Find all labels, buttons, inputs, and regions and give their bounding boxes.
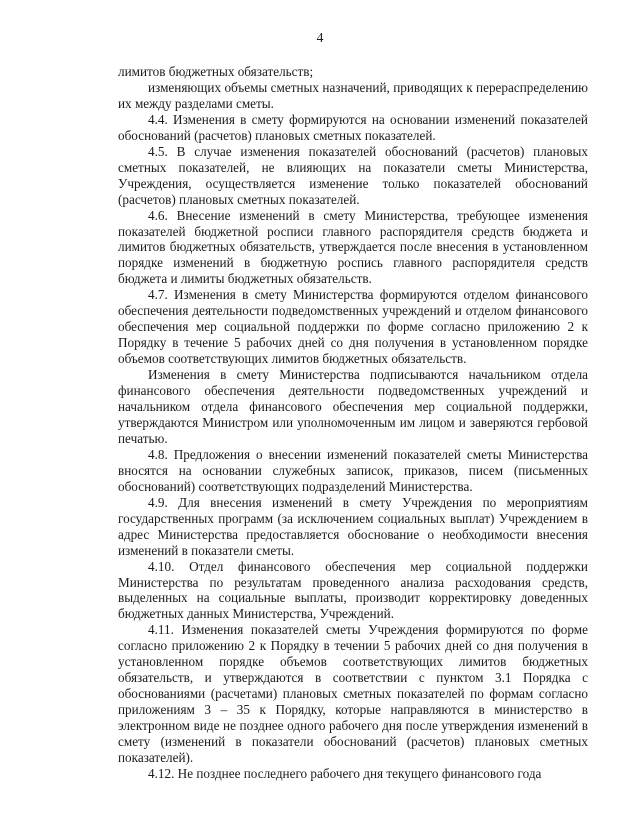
paragraph-4-8: 4.8. Предложения о внесении изменений показателей сметы Министерства вносятся на основании служебных записок, приказов, писем (письменных обоснований) соответствующих подразделений Министерства. xyxy=(118,446,588,494)
paragraph-4-7-signing: Изменения в смету Министерства подписываются начальником отдела финансового обеспечения деятельности подведомственных учреждений и начальником отдела финансового обеспечения мер социальной поддержки, утверждаются Министром или уполномоченным им лицом и заверяются гербовой печатью. xyxy=(118,367,588,446)
paragraph-4-7: 4.7. Изменения в смету Министерства формируются отделом финансового обеспечения деятельности подведомственных учреждений и отделом финансового обеспечения мер социальной поддержки по форме согласно приложению 2 к Порядку в течение 5 рабочих дней со дня получения в установленном порядке объемов соответствующих лимитов бюджетных обязательств. xyxy=(118,287,588,367)
paragraph-4-11: 4.11. Изменения показателей сметы Учреждения формируются по форме согласно приложению 2 к Порядку в течении 5 рабочих дней со дня получения в установленном порядке объемов соответствующих лимитов бюджетных обязательств, и утверждаются в соответствии с пунктом 3.1 Порядка с обоснованиями (расчетами) плановых сметных показателей по формам согласно приложениям 3 – 35 к Порядку, которые направляются в министерство в электронном виде не позднее одного рабочего дня после утверждения изменений в смету (изменений в показатели обоснований (расчетов) плановых сметных показателей). xyxy=(118,622,588,765)
paragraph-limits-continuation: лимитов бюджетных обязательств; xyxy=(118,64,314,79)
paragraph-4-9: 4.9. Для внесения изменений в смету Учреждения по мероприятиям государственных программ (за исключением социальных выплат) Учреждением в адрес Министерства предоставляется обоснование о необходимости внесения изменений в показатели сметы. xyxy=(118,494,588,558)
page-number: 4 xyxy=(316,30,324,45)
document-body xyxy=(118,64,588,782)
paragraph-4-4: 4.4. Изменения в смету формируются на основании изменений показателей обоснований (расчетов) плановых сметных показателей. xyxy=(118,111,588,143)
paragraph-4-6: 4.6. Внесение изменений в смету Министерства, требующее изменения показателей бюджетной росписи главного распорядителя средств бюджета и лимитов бюджетных обязательств, утверждается после внесения в установленном порядке изменений в бюджетную роспись главного распорядителя средств бюджета и лимиты бюджетных обязательств. xyxy=(118,207,588,287)
paragraph-changing-volumes: изменяющих объемы сметных назначений, приводящих к перераспределению их между разделами сметы. xyxy=(118,79,588,111)
paragraph-4-5: 4.5. В случае изменения показателей обоснований (расчетов) плановых сметных показателей, не влияющих на показатели сметы Министерства, Учреждения, осуществляется изменение только показателей обоснований (расчетов) плановых сметных показателей. xyxy=(118,143,588,207)
paragraph-4-12: 4.12. Не позднее последнего рабочего дня текущего финансового года xyxy=(148,765,542,781)
paragraph-4-10: 4.10. Отдел финансового обеспечения мер социальной поддержки Министерства по результатам проведенного анализа расходования средств, выделенных на социальные выплаты, производит корректировку доведенных бюджетных данных Министерства, Учреждений. xyxy=(118,558,588,622)
